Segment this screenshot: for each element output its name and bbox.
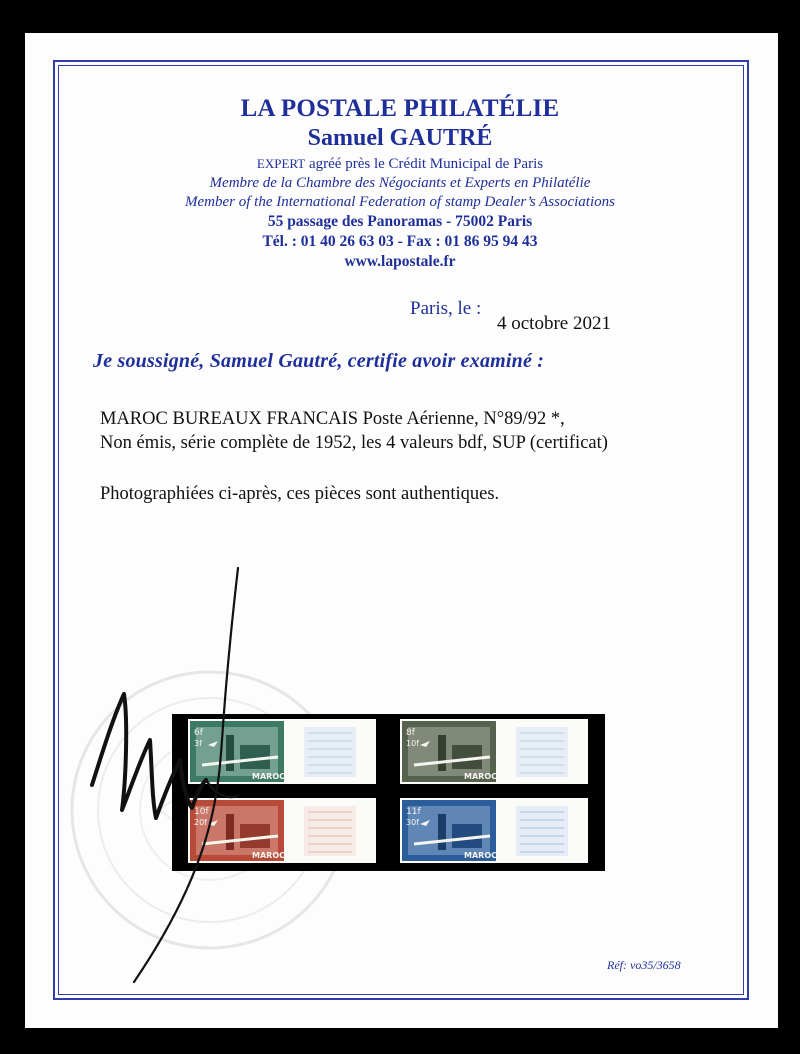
stamp-1-surcharge: 3f: [194, 739, 202, 748]
stamp-3-surcharge: 20f: [194, 818, 207, 827]
stamp-4-value: 11f: [406, 807, 421, 817]
place-label: Paris, le :: [410, 298, 482, 319]
stamp-2-surcharge: 10f: [406, 739, 419, 748]
certificate-date: 4 octobre 2021: [497, 313, 611, 334]
stamp-1-value: 6f: [194, 728, 203, 738]
membership-french: Membre de la Chambre des Négociants et Experts en Philatélie: [209, 175, 591, 191]
description-line-1: MAROC BUREAUX FRANCAIS Poste Aérienne, N°89/92 *,: [100, 409, 565, 429]
expert-name: Samuel GAUTRÉ: [307, 125, 493, 151]
stamp-4-country: MAROC: [464, 851, 497, 860]
expert-prefix: EXPERT: [256, 156, 306, 171]
stamp-2-country: MAROC: [464, 772, 497, 781]
stamp-3-value: 10f: [194, 807, 209, 817]
address: 55 passage des Panoramas - 75002 Paris: [267, 213, 533, 230]
company-name: LA POSTALE PHILATÉLIE: [240, 95, 560, 122]
description-line-2: Non émis, série complète de 1952, les 4 valeurs bdf, SUP (certificat): [100, 433, 608, 453]
certification-statement: Je soussigné, Samuel Gautré, certifie avoir examiné :: [93, 350, 545, 372]
reference-number: Réf: vo35/3658: [607, 958, 681, 972]
stamp-2-value: 8f: [406, 728, 415, 738]
stamp-3-country: MAROC: [252, 851, 285, 860]
phone-fax: Tél. : 01 40 26 63 03 - Fax : 01 86 95 94 43: [262, 233, 538, 250]
authenticity-statement: Photographiées ci-après, ces pièces sont authentiques.: [100, 484, 500, 504]
membership-english: Member of the International Federation of stamp Dealer’s Associations: [185, 194, 615, 210]
stamp-4-surcharge: 30f: [406, 818, 419, 827]
stamp-1-country: MAROC: [252, 772, 285, 781]
expert-accreditation-rest: agréé près le Crédit Municipal de Paris: [305, 156, 544, 172]
website: www.lapostale.fr: [344, 253, 456, 270]
